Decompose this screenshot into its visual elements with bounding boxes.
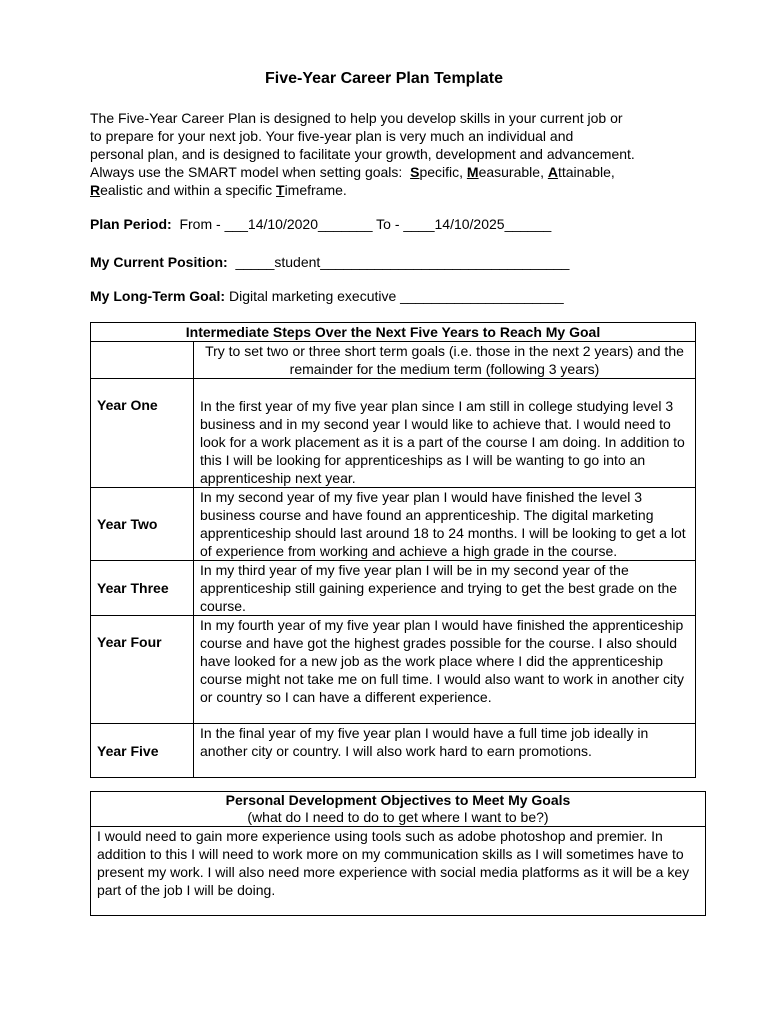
smart-t-rest: imeframe. xyxy=(284,182,347,198)
pdo-header-cell xyxy=(91,792,706,827)
smart-a-letter: A xyxy=(547,164,558,180)
current-position-label: My Current Position: xyxy=(90,254,228,270)
long-term-goal-field xyxy=(90,288,564,304)
year-text: In my fourth year of my five year plan I would have finished the apprenticeship course and have got the highest grades possible for the course. I also should have looked for a new job as the work place where I did the apprenticeship course might not take me on full time. I would also want to work in another city or country so I can have a different experience. xyxy=(194,616,696,724)
table-row xyxy=(91,724,696,778)
pdo-header: Personal Development Objectives to Meet My Goals xyxy=(225,792,571,808)
year-label: Year One xyxy=(91,379,194,488)
year-text: In my third year of my five year plan I will be in my second year of the apprenticeship still gaining experience and trying to get the best grade on the course. xyxy=(194,561,696,616)
smart-r-letter: R xyxy=(90,182,101,198)
intro-paragraph xyxy=(90,109,690,199)
intro-smart-prefix: Always use the SMART model when setting goals: xyxy=(90,164,411,180)
pdo-text: I would need to gain more experience using tools such as adobe photoshop and premier. In addition to this I will need to work more on my communication skills as I will sometimes have to present my work. I will also need more experience with social media platforms as it will be a key part of the job I will be doing. xyxy=(91,827,706,916)
plan-period-field xyxy=(90,216,551,232)
intro-line-5 xyxy=(90,181,690,199)
year-label: Year Four xyxy=(91,616,194,724)
intro-line-4 xyxy=(90,163,690,181)
smart-m-rest: easurable, xyxy=(478,164,548,180)
current-position-value: _____student________________________________ xyxy=(227,254,570,270)
pdo-header-row xyxy=(91,792,706,827)
smart-s-rest: pecific, xyxy=(419,164,467,180)
table-row xyxy=(91,616,696,724)
steps-note-empty-cell xyxy=(91,342,194,379)
current-position-field xyxy=(90,254,569,270)
year-text: In the first year of my five year plan since I am still in college studying level 3 business and in my second year I would like to achieve that. I would need to look for a work placement as it is a part of the course I am doing. In addition to this I will be looking for apprenticeships as I will be wanting to go into an apprenticeship next year. xyxy=(194,379,696,488)
steps-note-row xyxy=(91,342,696,379)
intro-line-2: to prepare for your next job. Your five-year plan is very much an individual and xyxy=(90,128,574,144)
intro-line-3: personal plan, and is designed to facilitate your growth, development and advancement. xyxy=(90,146,635,162)
smart-m-letter: M xyxy=(466,164,479,180)
table-row xyxy=(91,379,696,488)
plan-period-label: Plan Period: xyxy=(90,216,172,232)
year-label: Year Two xyxy=(91,488,194,561)
steps-note: Try to set two or three short term goals (i.e. those in the next 2 years) and the remainder for the medium term (following 3 years) xyxy=(194,342,696,379)
smart-s-letter: S xyxy=(410,164,420,180)
table-row xyxy=(91,561,696,616)
intro-line-1: The Five-Year Career Plan is designed to help you develop skills in your current job or xyxy=(90,110,623,126)
pdo-body-row xyxy=(91,827,706,916)
year-text: In the final year of my five year plan I would have a full time job ideally in another city or country. I will also work hard to earn promotions. xyxy=(194,724,696,778)
steps-header-row xyxy=(91,323,696,342)
year-text: In my second year of my five year plan I would have finished the level 3 business course and have found an apprenticeship. The digital marketing apprenticeship should last around 18 to 24 months. I will be looking to get a lot of experience from working and achieve a high grade in the course. xyxy=(194,488,696,561)
smart-t-letter: T xyxy=(276,182,285,198)
page-title: Five-Year Career Plan Template xyxy=(264,70,504,87)
intermediate-steps-table xyxy=(90,322,696,778)
pdo-subheader: (what do I need to do to get where I want to be?) xyxy=(247,809,549,825)
year-label: Year Three xyxy=(91,561,194,616)
long-term-goal-label: My Long-Term Goal: xyxy=(90,288,226,304)
smart-a-rest: ttainable, xyxy=(557,164,615,180)
personal-development-table xyxy=(90,791,706,916)
long-term-goal-value: Digital marketing executive _____________________ xyxy=(225,288,564,304)
smart-r-rest: ealistic and within a specific xyxy=(100,182,276,198)
table-row xyxy=(91,488,696,561)
year-label: Year Five xyxy=(91,724,194,778)
plan-period-value: From - ___14/10/2020_______ To - ____14/10/2025______ xyxy=(171,216,552,232)
steps-header: Intermediate Steps Over the Next Five Years to Reach My Goal xyxy=(91,323,696,342)
